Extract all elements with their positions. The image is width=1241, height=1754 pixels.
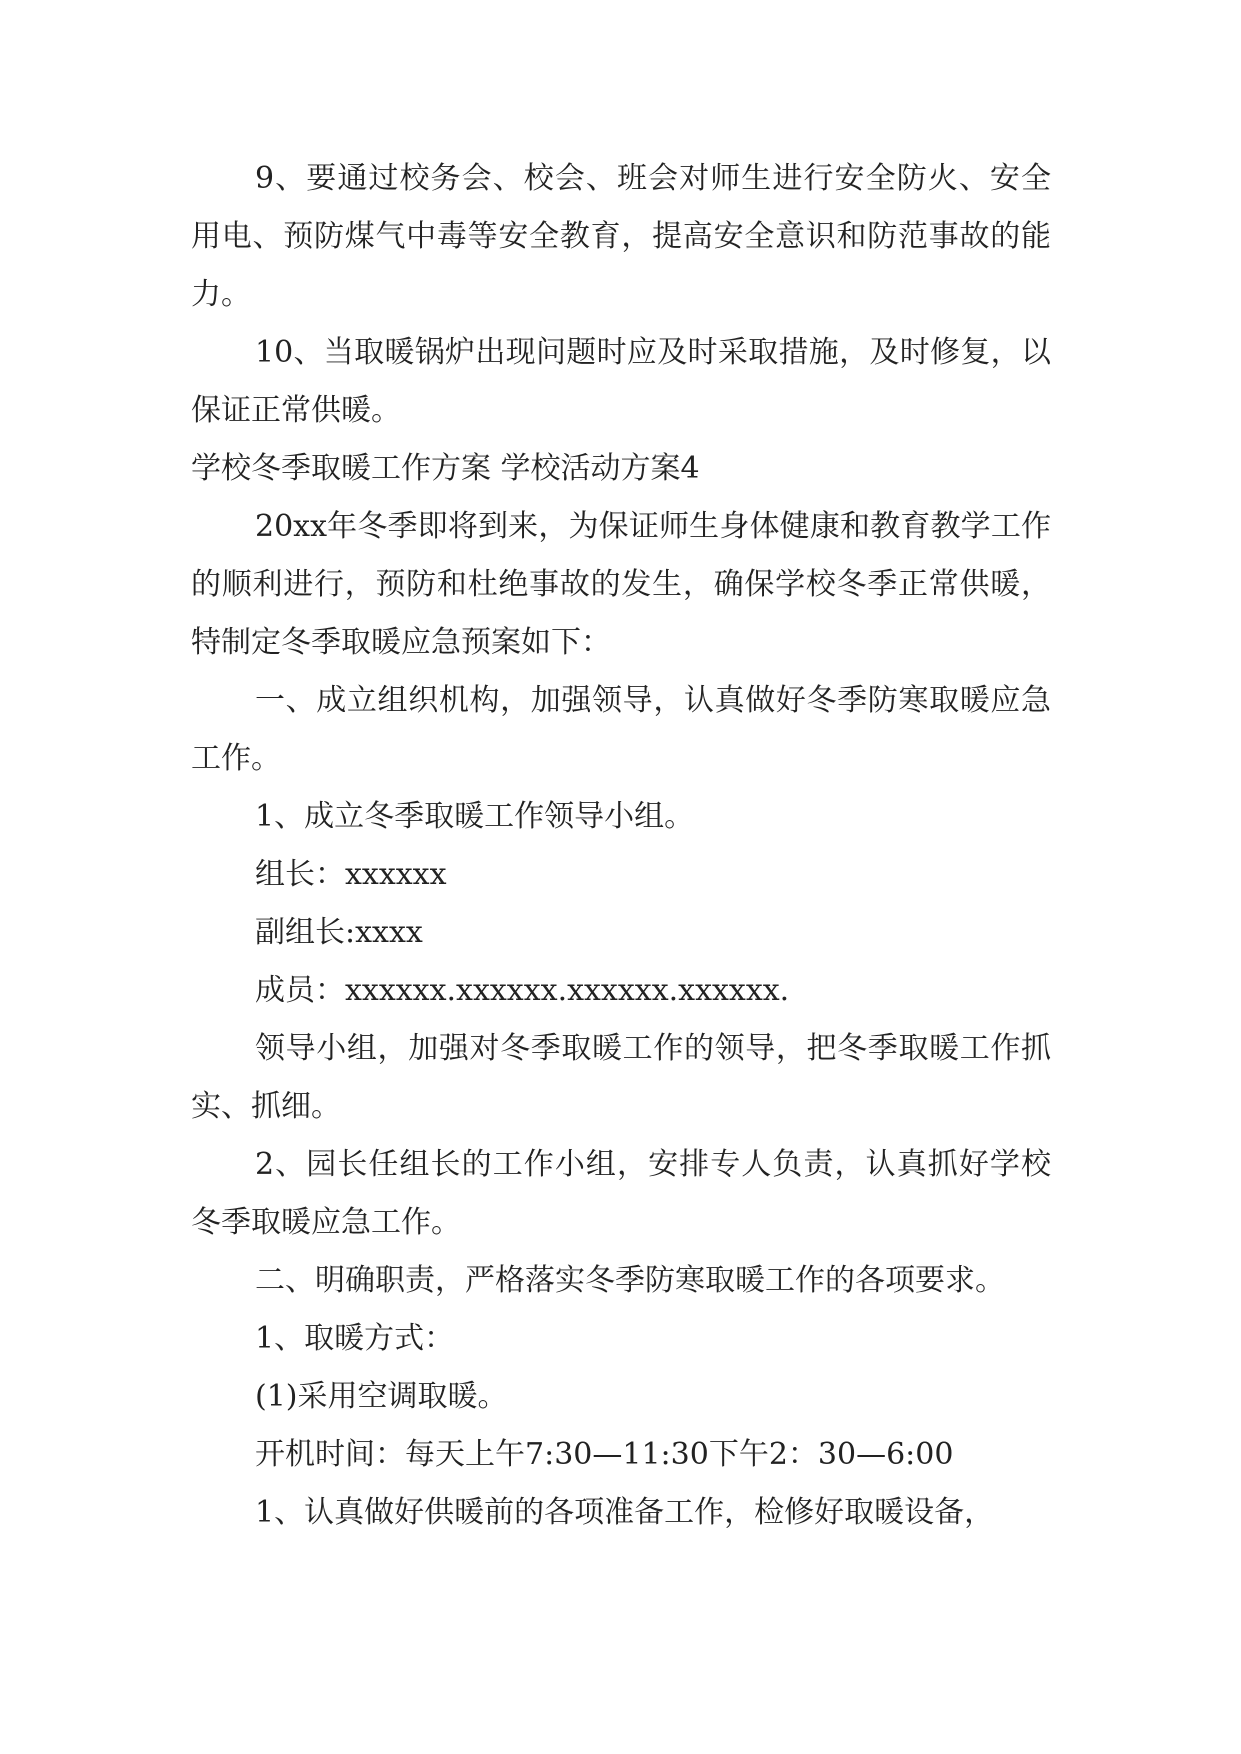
working-group-paragraph: 2、园长任组长的工作小组，安排专人负责，认真抓好学校冬季取暖应急工作。 [191, 1147, 1051, 1240]
paragraph-item-10: 10、当取暖锅炉出现问题时应及时采取措施，及时修复，以保证正常供暖。 [191, 335, 1051, 428]
heating-method-line: 1、取暖方式： [255, 1321, 455, 1356]
leadership-paragraph: 领导小组，加强对冬季取暖工作的领导，把冬季取暖工作抓实、抓细。 [191, 1031, 1051, 1124]
deputy-leader-line: 副组长:xxxx [255, 915, 423, 950]
paragraph-leader-group: 1、成立冬季取暖工作领导小组。 [255, 799, 695, 834]
paragraph-item-9: 9、要通过校务会、校会、班会对师生进行安全防火、安全用电、预防煤气中毒等安全教育，提高安全意识和防范事故的能力。 [191, 161, 1051, 312]
members-line: 成员：xxxxxx.xxxxxx.xxxxxx.xxxxxx. [255, 973, 790, 1008]
preparation-paragraph: 1、认真做好供暖前的各项准备工作，检修好取暖设备， [255, 1495, 995, 1530]
section-two-heading: 二、明确职责，严格落实冬季防寒取暖工作的各项要求。 [255, 1263, 1005, 1298]
intro-paragraph: 20xx年冬季即将到来，为保证师生身体健康和教育教学工作的顺利进行，预防和杜绝事故的发生，确保学校冬季正常供暖，特制定冬季取暖应急预案如下： [191, 509, 1051, 660]
document-body [191, 150, 1051, 1542]
group-leader-line: 组长：xxxxxx [255, 857, 447, 892]
section-one-heading: 一、成立组织机构，加强领导，认真做好冬季防寒取暖应急工作。 [191, 683, 1051, 776]
section-heading: 学校冬季取暖工作方案 学校活动方案4 [191, 451, 700, 486]
air-conditioning-line: (1)采用空调取暖。 [255, 1379, 508, 1414]
operating-hours-line: 开机时间：每天上午7:30—11:30下午2：30—6:00 [255, 1437, 954, 1472]
